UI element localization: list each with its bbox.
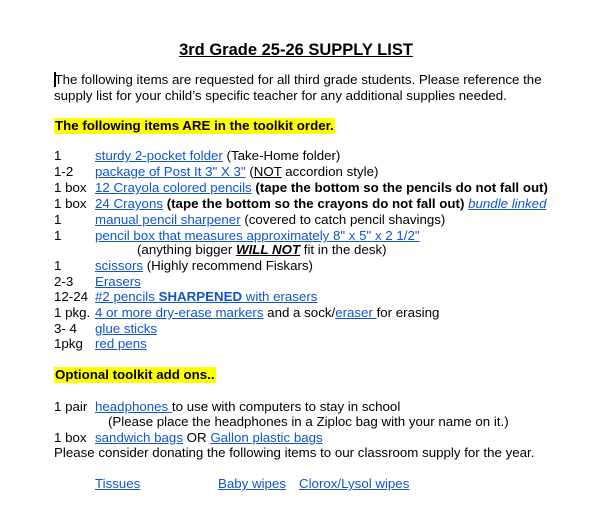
- item-qty: 2-3: [54, 274, 74, 289]
- crayons-link[interactable]: 24 Crayons: [95, 196, 163, 211]
- item-qty: 1: [54, 258, 62, 273]
- note-pre: (anything bigger: [137, 242, 237, 257]
- intro-paragraph: [54, 72, 574, 104]
- toolkit-heading: The following items ARE in the toolkit order.: [55, 118, 334, 133]
- page-title: 3rd Grade 25-26 SUPPLY LIST: [179, 41, 413, 59]
- item-qty: 1 box: [54, 180, 87, 195]
- item-note-not: NOT: [253, 164, 282, 179]
- donations-row: [299, 476, 409, 492]
- gallon-bags-link[interactable]: Gallon plastic bags: [210, 430, 323, 445]
- item-note-pre: (: [245, 164, 254, 179]
- item-qty: 1: [54, 212, 62, 227]
- tissues-link[interactable]: Tissues: [95, 476, 141, 491]
- baby-wipes-link[interactable]: Baby wipes: [218, 476, 286, 491]
- item-note: (Take-Home folder): [222, 148, 341, 163]
- item-qty: 1 box: [54, 196, 87, 211]
- item-note-mid: and a sock/: [263, 305, 336, 320]
- donations-row: [95, 476, 140, 492]
- pencils-link[interactable]: [95, 289, 317, 304]
- item-note-post: accordion style): [281, 164, 379, 179]
- scissors-link[interactable]: scissors: [95, 258, 144, 273]
- item-qty: 1pkg: [54, 336, 83, 351]
- item-note: (tape the bottom so the crayons do not fall out): [163, 196, 465, 211]
- sharpener-link[interactable]: manual pencil sharpener: [95, 212, 241, 227]
- pencil-box-link[interactable]: pencil box that measures approximately 8" x 5" x 2 1/2": [95, 228, 420, 243]
- link-post: with erasers: [242, 289, 318, 304]
- donations-row: [218, 476, 286, 492]
- item-note: to use with computers to stay in school: [171, 399, 401, 414]
- sandwich-bags-link[interactable]: sandwich bags: [95, 430, 183, 445]
- pencil-box-note: [137, 242, 387, 258]
- bundle-linked-link[interactable]: bundle linked: [468, 196, 547, 211]
- item-qty: 1 pair: [54, 399, 88, 414]
- item-qty: 1: [54, 228, 62, 243]
- post-it-link[interactable]: package of Post It 3" X 3": [95, 164, 246, 179]
- optional-heading: Optional toolkit add ons..: [55, 367, 215, 382]
- link-sharpened: SHARPENED: [158, 289, 243, 304]
- note-will-not: WILL NOT: [236, 242, 301, 257]
- clorox-wipes-link[interactable]: Clorox/Lysol wipes: [299, 476, 410, 491]
- erasers-link[interactable]: Erasers: [95, 274, 141, 289]
- note-post: fit in the desk): [300, 242, 387, 257]
- donate-text: Please consider donating the following items to our classroom supply for the year.: [54, 445, 535, 460]
- item-note: (covered to catch pencil shavings): [240, 212, 446, 227]
- item-qty: 1 box: [54, 430, 87, 445]
- eraser-link[interactable]: eraser: [335, 305, 377, 320]
- link-pre: #2 pencils: [95, 289, 159, 304]
- item-qty: 12-24: [54, 289, 89, 304]
- item-note-post: for erasing: [376, 305, 440, 320]
- item-note-mid: OR: [182, 430, 211, 445]
- item-qty: 1-2: [54, 164, 74, 179]
- item-qty: 1: [54, 148, 62, 163]
- item-note: (Highly recommend Fiskars): [143, 258, 313, 273]
- headphones-link[interactable]: headphones: [95, 399, 172, 414]
- markers-link[interactable]: 4 or more dry-erase markers: [95, 305, 264, 320]
- item-note: (tape the bottom so the pencils do not fall out): [251, 180, 548, 195]
- item-qty: 1 pkg.: [54, 305, 91, 320]
- colored-pencils-link[interactable]: 12 Crayola colored pencils: [95, 180, 252, 195]
- item-qty: 3- 4: [54, 321, 77, 336]
- folder-link[interactable]: sturdy 2-pocket folder: [95, 148, 223, 163]
- intro-line-1: The following items are requested for all third grade students. Please reference the: [54, 72, 542, 87]
- red-pens-link[interactable]: red pens: [95, 336, 147, 351]
- headphones-note: (Please place the headphones in a Ziploc bag with your name on it.): [108, 414, 509, 429]
- intro-line-2: supply list for your child’s specific teacher for any additional supplies needed.: [54, 88, 507, 103]
- glue-sticks-link[interactable]: glue sticks: [95, 321, 158, 336]
